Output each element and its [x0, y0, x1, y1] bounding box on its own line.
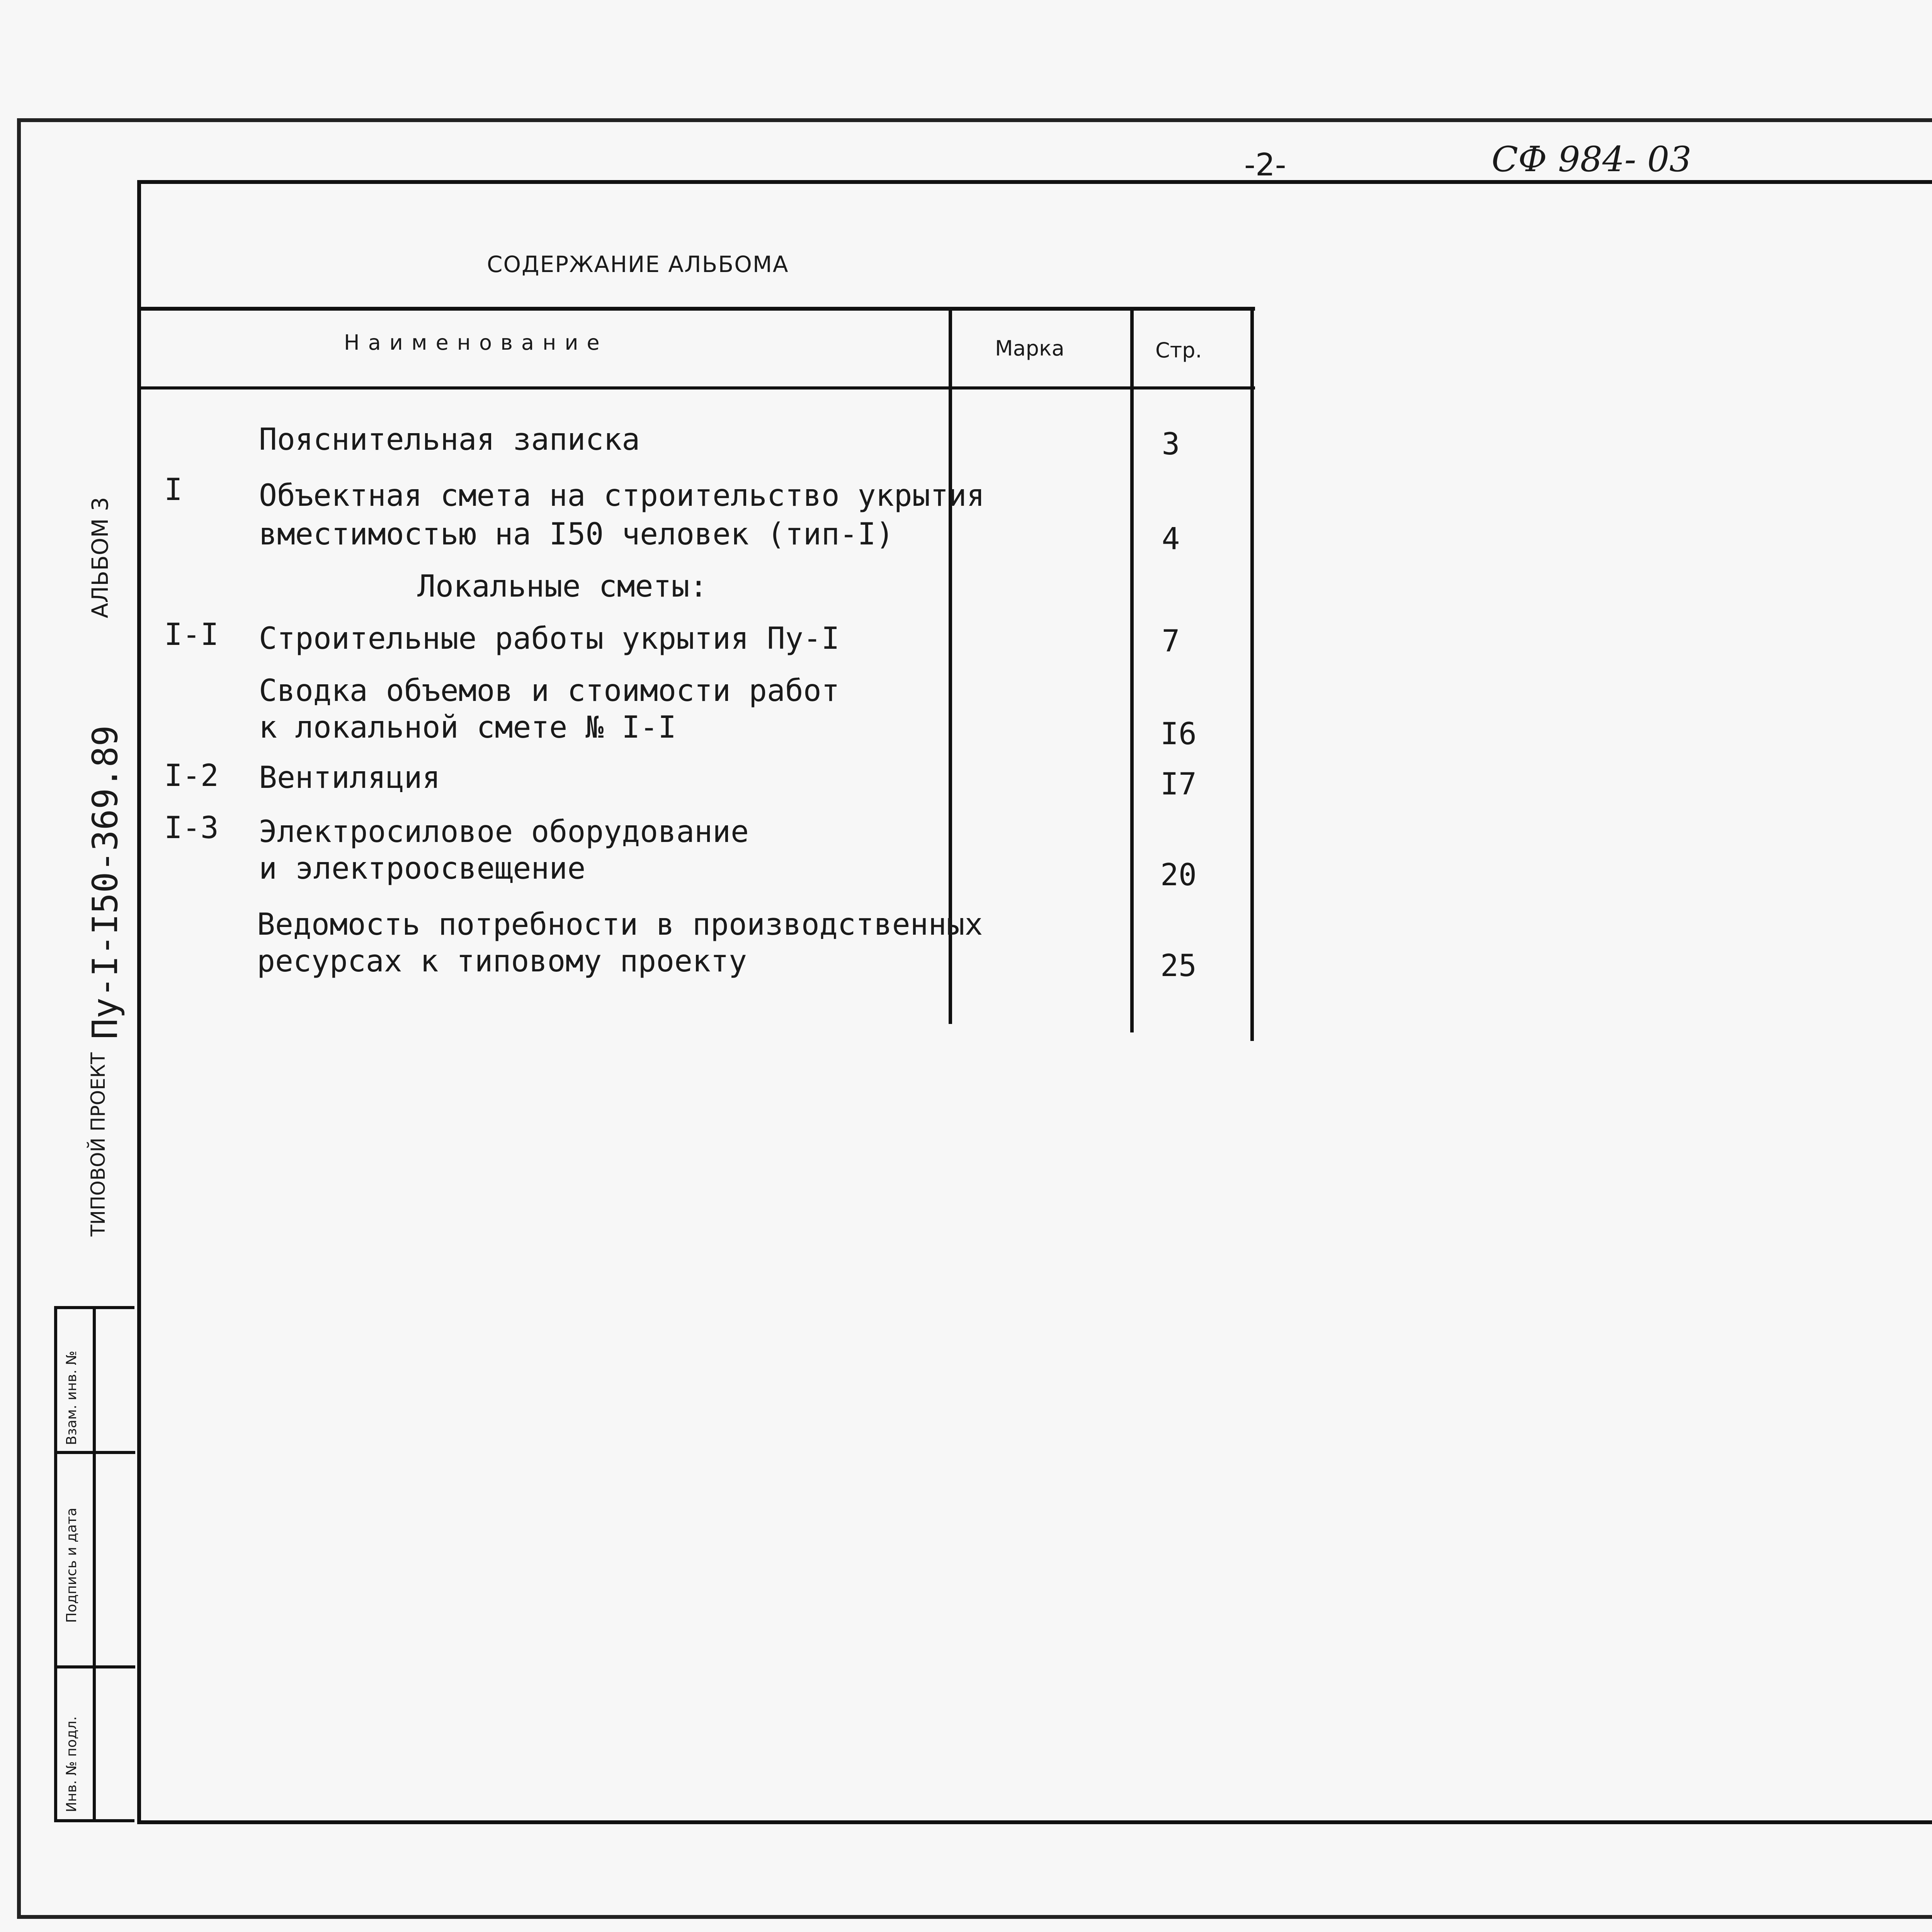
stamp-vzam-label: Взам. инв. №: [64, 1350, 80, 1445]
stamp-inv-label: Инв. № подл.: [64, 1716, 80, 1812]
row-page: 3: [1162, 427, 1180, 462]
row-code: I-3: [164, 811, 219, 845]
column-header-name: Наименование: [344, 330, 608, 355]
row-code: I: [164, 473, 182, 507]
table-top-line: [139, 307, 1255, 311]
row-page: 20: [1160, 858, 1197, 893]
stamp-divider: [93, 1306, 96, 1819]
row-text: вместимостью на I50 человек (тип-I): [259, 517, 894, 552]
stamp-line: [54, 1451, 135, 1454]
table-right-border: [1250, 307, 1254, 1041]
row-text: Электросиловое оборудование: [259, 815, 749, 849]
stamp-line: [54, 1665, 135, 1668]
row-page: 25: [1160, 949, 1197, 983]
row-page: 4: [1162, 522, 1180, 556]
row-text: Строительные работы укрытия Пу-I: [259, 621, 840, 656]
album-label: АЛЬБОМ 3: [87, 497, 113, 618]
row-page: I6: [1160, 717, 1197, 752]
row-code: I-I: [164, 617, 219, 652]
column-header-mark: Марка: [995, 336, 1065, 361]
project-code: Пу-I-I50-369.89: [85, 725, 126, 1039]
section-heading: Локальные сметы:: [417, 569, 708, 604]
row-code: I-2: [164, 759, 219, 793]
row-text: Объектная смета на строительство укрытия: [259, 478, 985, 513]
project-type-label: ТИПОВОЙ ПРОЕКТ: [87, 1052, 109, 1236]
row-page: 7: [1162, 624, 1180, 659]
row-text: Пояснительная записка: [259, 422, 640, 457]
handwritten-code: СФ 984- 03: [1492, 139, 1692, 180]
row-text: и электроосвещение: [259, 851, 586, 886]
row-text: ресурсах к типовому проекту: [257, 944, 747, 979]
column-header-page: Стр.: [1155, 338, 1202, 362]
stamp-sign-label: Подпись и дата: [64, 1507, 80, 1623]
page-title: СОДЕРЖАНИЕ АЛЬБОМА: [487, 251, 789, 277]
row-text: Вентиляция: [259, 760, 440, 795]
row-page: I7: [1160, 767, 1197, 802]
row-text: Ведомость потребности в производственных: [257, 907, 983, 942]
table-header-line: [139, 386, 1255, 389]
row-text: Сводка объемов и стоимости работ: [259, 673, 840, 708]
page-number: -2-: [1244, 147, 1286, 183]
table-divider-mark-page: [1130, 307, 1134, 1032]
row-text: к локальной смете № I-I: [259, 710, 677, 745]
